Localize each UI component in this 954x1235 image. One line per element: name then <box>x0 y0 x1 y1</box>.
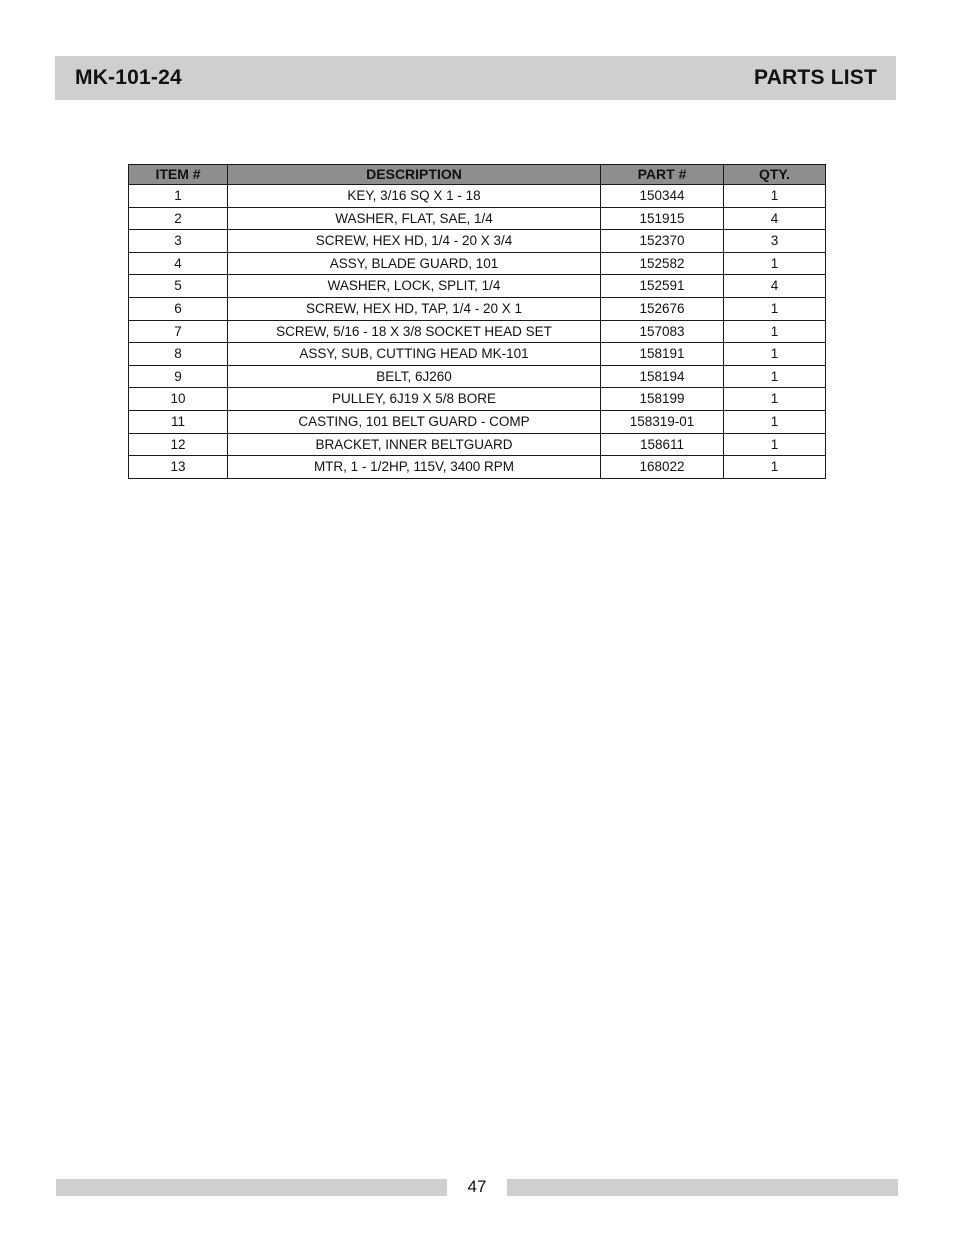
table-row <box>129 252 826 275</box>
part-number-cell: 158191 <box>601 343 724 366</box>
description-cell: WASHER, LOCK, SPLIT, 1/4 <box>228 275 601 298</box>
description-cell: BRACKET, INNER BELTGUARD <box>228 433 601 456</box>
description-cell: SCREW, 5/16 - 18 X 3/8 SOCKET HEAD SET <box>228 320 601 343</box>
item-cell: 11 <box>129 410 228 433</box>
quantity-cell: 1 <box>724 433 826 456</box>
item-cell: 13 <box>129 456 228 479</box>
table-row <box>129 185 826 208</box>
item-cell: 5 <box>129 275 228 298</box>
quantity-cell: 1 <box>724 185 826 208</box>
description-cell: SCREW, HEX HD, TAP, 1/4 - 20 X 1 <box>228 297 601 320</box>
item-cell: 6 <box>129 297 228 320</box>
quantity-cell: 1 <box>724 456 826 479</box>
part-number-cell: 150344 <box>601 185 724 208</box>
part-number-cell: 158199 <box>601 388 724 411</box>
quantity-cell: 1 <box>724 320 826 343</box>
page-header <box>55 56 896 100</box>
quantity-cell: 4 <box>724 275 826 298</box>
quantity-cell: 4 <box>724 207 826 230</box>
part-number-cell: 168022 <box>601 456 724 479</box>
quantity-cell: 1 <box>724 365 826 388</box>
table-row <box>129 433 826 456</box>
part-number-cell: 152676 <box>601 297 724 320</box>
column-header-description: DESCRIPTION <box>228 165 601 185</box>
part-number-cell: 151915 <box>601 207 724 230</box>
description-cell: WASHER, FLAT, SAE, 1/4 <box>228 207 601 230</box>
part-number-cell: 157083 <box>601 320 724 343</box>
item-cell: 7 <box>129 320 228 343</box>
description-cell: CASTING, 101 BELT GUARD - COMP <box>228 410 601 433</box>
quantity-cell: 1 <box>724 297 826 320</box>
part-number-cell: 158319-01 <box>601 410 724 433</box>
part-number-cell: 152370 <box>601 230 724 253</box>
description-cell: KEY, 3/16 SQ X 1 - 18 <box>228 185 601 208</box>
quantity-cell: 1 <box>724 343 826 366</box>
footer-bar-left <box>56 1179 447 1196</box>
page-number: 47 <box>467 1177 487 1196</box>
item-cell: 8 <box>129 343 228 366</box>
table-row <box>129 388 826 411</box>
quantity-cell: 1 <box>724 388 826 411</box>
table-row <box>129 343 826 366</box>
table-header-row <box>129 165 826 185</box>
item-cell: 4 <box>129 252 228 275</box>
table-row <box>129 320 826 343</box>
quantity-cell: 3 <box>724 230 826 253</box>
part-number-cell: 158611 <box>601 433 724 456</box>
quantity-cell: 1 <box>724 410 826 433</box>
table-row <box>129 410 826 433</box>
table-row <box>129 297 826 320</box>
table-row <box>129 365 826 388</box>
part-number-cell: 152582 <box>601 252 724 275</box>
part-number-cell: 158194 <box>601 365 724 388</box>
description-cell: PULLEY, 6J19 X 5/8 BORE <box>228 388 601 411</box>
column-header-part: PART # <box>601 165 724 185</box>
table-row <box>129 230 826 253</box>
part-number-cell: 152591 <box>601 275 724 298</box>
table-row <box>129 456 826 479</box>
item-cell: 12 <box>129 433 228 456</box>
item-cell: 1 <box>129 185 228 208</box>
description-cell: SCREW, HEX HD, 1/4 - 20 X 3/4 <box>228 230 601 253</box>
item-cell: 10 <box>129 388 228 411</box>
description-cell: ASSY, SUB, CUTTING HEAD MK-101 <box>228 343 601 366</box>
table-row <box>129 207 826 230</box>
column-header-qty: QTY. <box>724 165 826 185</box>
item-cell: 9 <box>129 365 228 388</box>
quantity-cell: 1 <box>724 252 826 275</box>
description-cell: BELT, 6J260 <box>228 365 601 388</box>
model-number: MK-101-24 <box>75 66 182 89</box>
item-cell: 2 <box>129 207 228 230</box>
parts-table <box>128 164 826 479</box>
footer-bar-right <box>507 1179 898 1196</box>
description-cell: ASSY, BLADE GUARD, 101 <box>228 252 601 275</box>
description-cell: MTR, 1 - 1/2HP, 115V, 3400 RPM <box>228 456 601 479</box>
section-title: PARTS LIST <box>754 66 877 89</box>
item-cell: 3 <box>129 230 228 253</box>
column-header-item: ITEM # <box>129 165 228 185</box>
table-row <box>129 275 826 298</box>
